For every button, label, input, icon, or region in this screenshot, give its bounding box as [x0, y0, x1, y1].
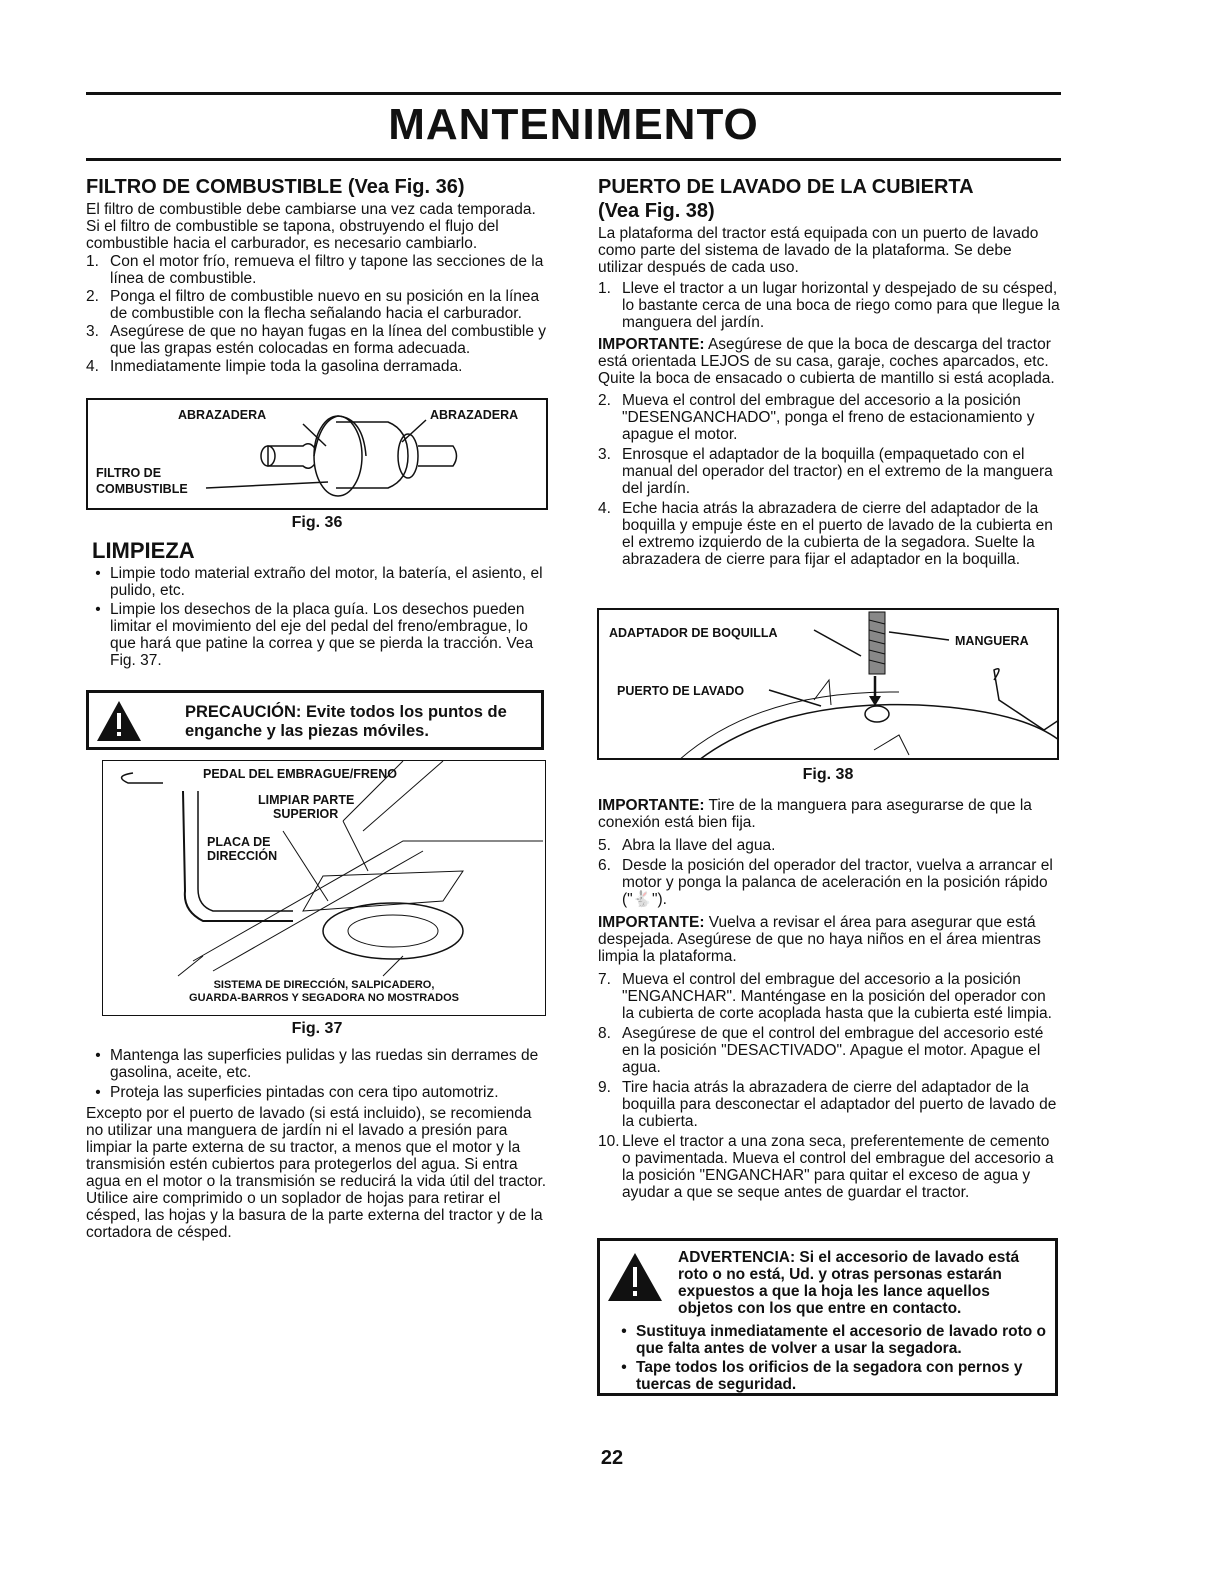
important-text: Vuelva a revisar el área para asegurar que está despejada. Asegúrese de que no haya niños en el área mientras limpia la plataforma. [598, 914, 1041, 965]
fuel-filter-heading: FILTRO DE COMBUSTIBLE (Vea Fig. 36) [86, 176, 465, 198]
step-number: 5. [598, 837, 611, 854]
warning-box [597, 1238, 1058, 1396]
important-2 [598, 797, 1060, 831]
list-item [612, 1359, 1050, 1393]
fuel-filter-intro: El filtro de combustible debe cambiarse una vez cada temporada. Si el filtro de combustible se tapona, obstruyendo el flujo del combustible hacia el carburador, es necesario cambiarlo. [86, 201, 536, 252]
figure-38 [597, 608, 1059, 760]
step-number: 9. [598, 1079, 611, 1096]
list-item [612, 1323, 1050, 1357]
step-number: 2. [598, 392, 611, 409]
list-item [86, 565, 548, 599]
step-number: 3. [598, 446, 611, 463]
cleaning-bullets [86, 565, 548, 669]
list-item [86, 1084, 548, 1101]
step-number: 6. [598, 857, 611, 874]
list-item-text: Lleve el tractor a una zona seca, preferentemente de cemento o pavimentada. Mueva el control del embrague del accesorio a la posición "ENGANCHAR" para quitar el exceso de agua y ayudar a que se seque antes de guardar el tractor. [622, 1133, 1054, 1201]
step-number: 2. [86, 288, 99, 305]
important-3 [598, 914, 1060, 965]
warning-triangle-icon [89, 693, 149, 749]
figure-36 [86, 398, 548, 510]
important-text: Asegúrese de que la boca de descarga del tractor está orientada LEJOS de su casa, garaje, coches aparcados, etc. Quite la boca de ensacado o cubierta de mantillo si está acoplada. [598, 336, 1055, 387]
caution-box [86, 690, 544, 750]
cleaning-continued [86, 1044, 548, 1241]
step-number: 7. [598, 971, 611, 988]
wash-port-heading-1: PUERTO DE LAVADO DE LA CUBIERTA [598, 176, 974, 198]
list-item [598, 1079, 1060, 1130]
right-column-continued [598, 797, 1060, 1201]
bullet-icon: • [621, 1323, 627, 1340]
wash-port-heading-2: (Vea Fig. 38) [598, 200, 715, 222]
important-label: IMPORTANTE: [598, 336, 705, 353]
fig36-filter-label-1: FILTRO DE [96, 466, 162, 480]
fig37-clean-label-2: SUPERIOR [273, 807, 339, 821]
step-number: 4. [86, 358, 99, 375]
list-item-text: Inmediatamente limpie toda la gasolina derramada. [110, 358, 463, 375]
step-text: Lleve el tractor a un lugar horizontal y despejado de su césped, lo bastante cerca de una boca de riego como para que llegue la manguera del jardín. [622, 280, 1060, 331]
step-number: 4. [598, 500, 611, 517]
warning-triangle-icon [600, 1241, 670, 1311]
fig36-caption: Fig. 36 [291, 514, 343, 531]
fig36-filter-label-2: COMBUSTIBLE [96, 482, 188, 496]
list-item-text: Desde la posición del operador del tractor, vuelva a arrancar el motor y ponga la palanca de aceleración en la posición rápido ("🐇"). [622, 857, 1053, 908]
fig37-caption: Fig. 37 [291, 1020, 343, 1037]
list-item [86, 253, 548, 287]
list-item [598, 500, 1060, 568]
list-item-text: Mantenga las superficies pulidas y las ruedas sin derrames de gasolina, aceite, etc. [110, 1047, 539, 1081]
list-item [598, 1133, 1060, 1201]
bullet-icon: • [95, 1047, 101, 1064]
step-number: 8. [598, 1025, 611, 1042]
list-item-text: Con el motor frío, remueva el filtro y tapone las secciones de la línea de combustible. [110, 253, 544, 287]
list-item-text: Limpie los desechos de la placa guía. Los desechos pueden limitar el movimiento del eje del pedal del freno/embrague, lo que hará que patine la correa y que se pierda la tracción. Vea Fig. 37. [110, 601, 534, 669]
list-item [598, 446, 1060, 497]
bullet-icon: • [95, 601, 101, 618]
left-column [86, 176, 548, 375]
bullet-icon: • [95, 565, 101, 582]
list-item-text: Mueva el control del embrague del accesorio a la posición "DESENGANCHADO", ponga el freno de estacionamiento y apague el motor. [622, 392, 1035, 443]
list-item-text: Mueva el control del embrague del accesorio a la posición "ENGANCHAR". Manténgase en la posición del operador con la cubierta de corte acoplada hasta que la cubierta esté limpia. [622, 971, 1052, 1022]
important-label: IMPORTANTE: [598, 914, 705, 931]
fig37-clean-label-1: LIMPIAR PARTE [258, 793, 355, 807]
wash-steps-a [598, 392, 1060, 568]
important-1 [598, 336, 1060, 387]
list-item [598, 1025, 1060, 1076]
cleaning-section [86, 538, 548, 669]
list-item-text: Asegúrese de que el control del embrague del accesorio esté en la posición "DESACTIVADO". Apague el motor. Apague el agua. [622, 1025, 1044, 1076]
list-item-text: Tape todos los orificios de la segadora con pernos y tuercas de seguridad. [636, 1359, 1023, 1393]
list-item [86, 288, 548, 322]
list-item [598, 857, 1060, 908]
list-item-text: Asegúrese de que no hayan fugas en la línea del combustible y que las grapas estén colocadas en forma adecuada. [110, 323, 547, 357]
caution-text: PRECAUCIÓN: Evite todos los puntos de enganche y las piezas móviles. [185, 703, 507, 740]
cleaning-bullets-2 [86, 1047, 548, 1101]
title-rule [86, 158, 1061, 161]
warning-main-text: ADVERTENCIA: Si el accesorio de lavado está roto o no está, Ud. y otras personas estarán expuestos a que la hoja les lance aquellos objetos con los que entre en contacto. [678, 1249, 1020, 1317]
list-item-text: Limpie todo material extraño del motor, la batería, el asiento, el pulido, etc. [110, 565, 543, 599]
fig38-port-label: PUERTO DE LAVADO [617, 684, 745, 698]
fig37-note-label-1: SISTEMA DE DIRECCIÓN, SALPICADERO, [213, 979, 435, 991]
fig38-hose-label: MANGUERA [955, 634, 1029, 648]
list-item [598, 392, 1060, 443]
fig36-clamp-right-label: ABRAZADERA [430, 408, 519, 422]
list-item-text: Eche hacia atrás la abrazadera de cierre del adaptador de la boquilla y empuje éste en el puerto de lavado de la cubierta en el extremo izquierdo de la cubierta de la segadora. Suelte la abrazadera de cierre para fijar el adaptador en la boquilla. [622, 500, 1053, 568]
top-rule [86, 92, 1061, 95]
list-item-text: Enrosque el adaptador de la boquilla (empaquetado con el manual del operador del tractor) en el extremo de la manguera del jardín. [622, 446, 1053, 497]
list-item [86, 601, 548, 669]
cleaning-closing: Excepto por el puerto de lavado (si está incluido), se recomienda no utilizar una manguera de jardín ni el lavado a presión para limpiar la parte externa de su tractor, a menos que el motor y la transmisión estén cubiertos para protegerlos del agua. Si entra agua en el motor o la transmisión se reducirá la vida útil del tractor. Utilice aire comprimido o un soplador de hojas para retirar el césped, las hojas y la basura de la parte externa del tractor y de la cortadora de césped. [86, 1105, 547, 1241]
important-text: Tire de la manguera para asegurarse de que la conexión está bien fija. [598, 797, 1032, 831]
list-item [598, 971, 1060, 1022]
wash-steps-b [598, 837, 1060, 908]
list-item [598, 837, 1060, 854]
step-number: 1. [598, 280, 611, 297]
list-item-text: Ponga el filtro de combustible nuevo en su posición en la línea de combustible con la flecha señalando hacia el carburador. [110, 288, 540, 322]
fig37-pedal-label: PEDAL DEL EMBRAGUE/FRENO [203, 767, 398, 781]
list-item-text: Tire hacia atrás la abrazadera de cierre del adaptador de la boquilla para desconectar el adaptador del puerto de lavado de la cubierta. [622, 1079, 1057, 1130]
step-number: 3. [86, 323, 99, 340]
list-item [86, 358, 548, 375]
cleaning-heading: LIMPIEZA [92, 538, 195, 563]
list-item [86, 323, 548, 357]
page-number: 22 [600, 1447, 624, 1469]
page-title: MANTENIMENTO [388, 100, 759, 149]
fig37-plate-label-2: DIRECCIÓN [207, 849, 278, 863]
fig37-plate-label-1: PLACA DE [207, 835, 271, 849]
list-item [86, 1047, 548, 1081]
warning-bullets [612, 1321, 1050, 1393]
fig37-note-label-2: GUARDA-BARROS Y SEGADORA NO MOSTRADOS [189, 992, 459, 1004]
list-item-text: Abra la llave del agua. [622, 837, 776, 854]
step-number: 10. [598, 1133, 620, 1150]
fuel-filter-steps [86, 253, 548, 375]
list-item-text: Sustituya inmediatamente el accesorio de lavado roto o que falta antes de volver a usar la segadora. [636, 1323, 1047, 1357]
list-item-text: Proteja las superficies pintadas con cera tipo automotriz. [110, 1084, 499, 1101]
step-number: 1. [86, 253, 99, 270]
wash-steps-c [598, 971, 1060, 1201]
fig36-clamp-left-label: ABRAZADERA [178, 408, 267, 422]
bullet-icon: • [621, 1359, 627, 1376]
wash-port-intro: La plataforma del tractor está equipada con un puerto de lavado como parte del sistema de lavado de la plataforma. Se debe utilizar después de cada uso. [598, 225, 1039, 276]
right-column [598, 176, 1060, 568]
wash-step-1 [598, 280, 1060, 331]
fig38-caption: Fig. 38 [802, 766, 854, 783]
important-label: IMPORTANTE: [598, 797, 705, 814]
fig38-adapter-label: ADAPTADOR DE BOQUILLA [609, 626, 778, 640]
bullet-icon: • [95, 1084, 101, 1101]
figure-37 [102, 760, 546, 1016]
